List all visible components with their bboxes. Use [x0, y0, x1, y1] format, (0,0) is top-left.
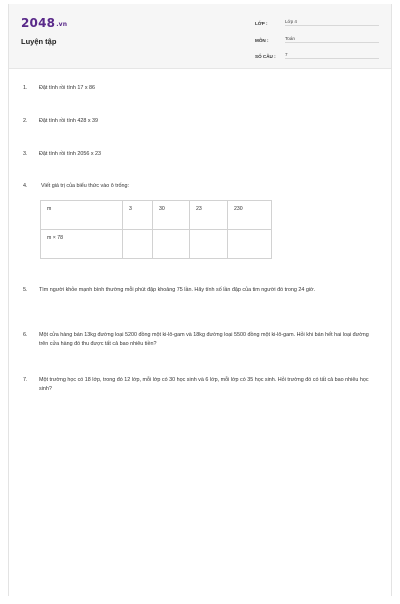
- question-number: 5.: [23, 287, 28, 293]
- question-text: Đặt tính rồi tính 2056 x 23: [39, 151, 102, 157]
- question-number: 2.: [23, 118, 28, 124]
- worksheet-header: [9, 4, 391, 69]
- answer-cell[interactable]: [153, 230, 190, 259]
- table-cell: 30: [153, 201, 190, 230]
- meta-class-label: LỚP :: [255, 21, 268, 26]
- table-cell: 23: [190, 201, 228, 230]
- question-text: Đặt tính rồi tính 17 x 86: [39, 85, 96, 91]
- question-7: [23, 376, 379, 394]
- value-table: [40, 200, 272, 259]
- site-logo[interactable]: 2048.vn: [21, 16, 68, 30]
- question-1: [23, 84, 379, 93]
- answer-cell[interactable]: [123, 230, 153, 259]
- answer-cell[interactable]: [190, 230, 228, 259]
- table-cell: 3: [123, 201, 153, 230]
- question-text: Viết giá trị của biểu thức vào ô trống:: [41, 183, 130, 189]
- question-number: 1.: [23, 85, 28, 91]
- question-6: [23, 331, 379, 349]
- meta-class: [255, 16, 379, 26]
- question-number: 7.: [23, 377, 28, 383]
- meta-class-value: Lớp 4: [285, 19, 379, 26]
- table-cell: 230: [228, 201, 272, 230]
- worksheet-meta: [255, 16, 379, 66]
- question-4: [23, 182, 379, 191]
- question-text: Một trường học có 18 lớp, trong đó 12 lớp, mỗi lớp có 30 học sinh và 6 lớp, mỗi lớp có 35 học sinh. Hỏi trường đó có tất cả bao nhiêu học sinh?: [39, 377, 369, 392]
- table-cell: m: [41, 201, 123, 230]
- question-3: [23, 150, 379, 159]
- table-cell: m × 78: [41, 230, 123, 259]
- worksheet-title: Luyện tập: [21, 37, 57, 46]
- meta-subject: [255, 33, 379, 43]
- meta-subject-label: MÔN :: [255, 37, 269, 43]
- question-number: 6.: [23, 332, 28, 338]
- question-5: [23, 286, 379, 295]
- question-text: Một cửa hàng bán 13kg đường loại 5200 đồng một ki-lô-gam và 18kg đường loại 5500 đồng một ki-lô-gam. Hỏi khi bán hết hai loại đường trên cửa hàng đó thu được tất cả bao nhiêu tiền?: [39, 332, 369, 347]
- meta-subject-value: Toán: [285, 36, 379, 43]
- question-2: [23, 117, 379, 126]
- meta-count-value: 7: [285, 52, 379, 59]
- table-row: [41, 201, 272, 230]
- answer-cell[interactable]: [228, 230, 272, 259]
- question-text: Đặt tính rồi tính 428 x 39: [39, 118, 99, 124]
- meta-count: [255, 49, 379, 59]
- question-text: Tìm người khỏe mạnh bình thường mỗi phút đập khoảng 75 lần. Hãy tính số lần đập của tim người đó trong 24 giờ.: [39, 287, 316, 293]
- table-row: [41, 230, 272, 259]
- meta-count-label: SỐ CÂU :: [255, 54, 276, 59]
- question-number: 4.: [23, 183, 28, 189]
- worksheet-page: [8, 4, 392, 596]
- question-number: 3.: [23, 151, 28, 157]
